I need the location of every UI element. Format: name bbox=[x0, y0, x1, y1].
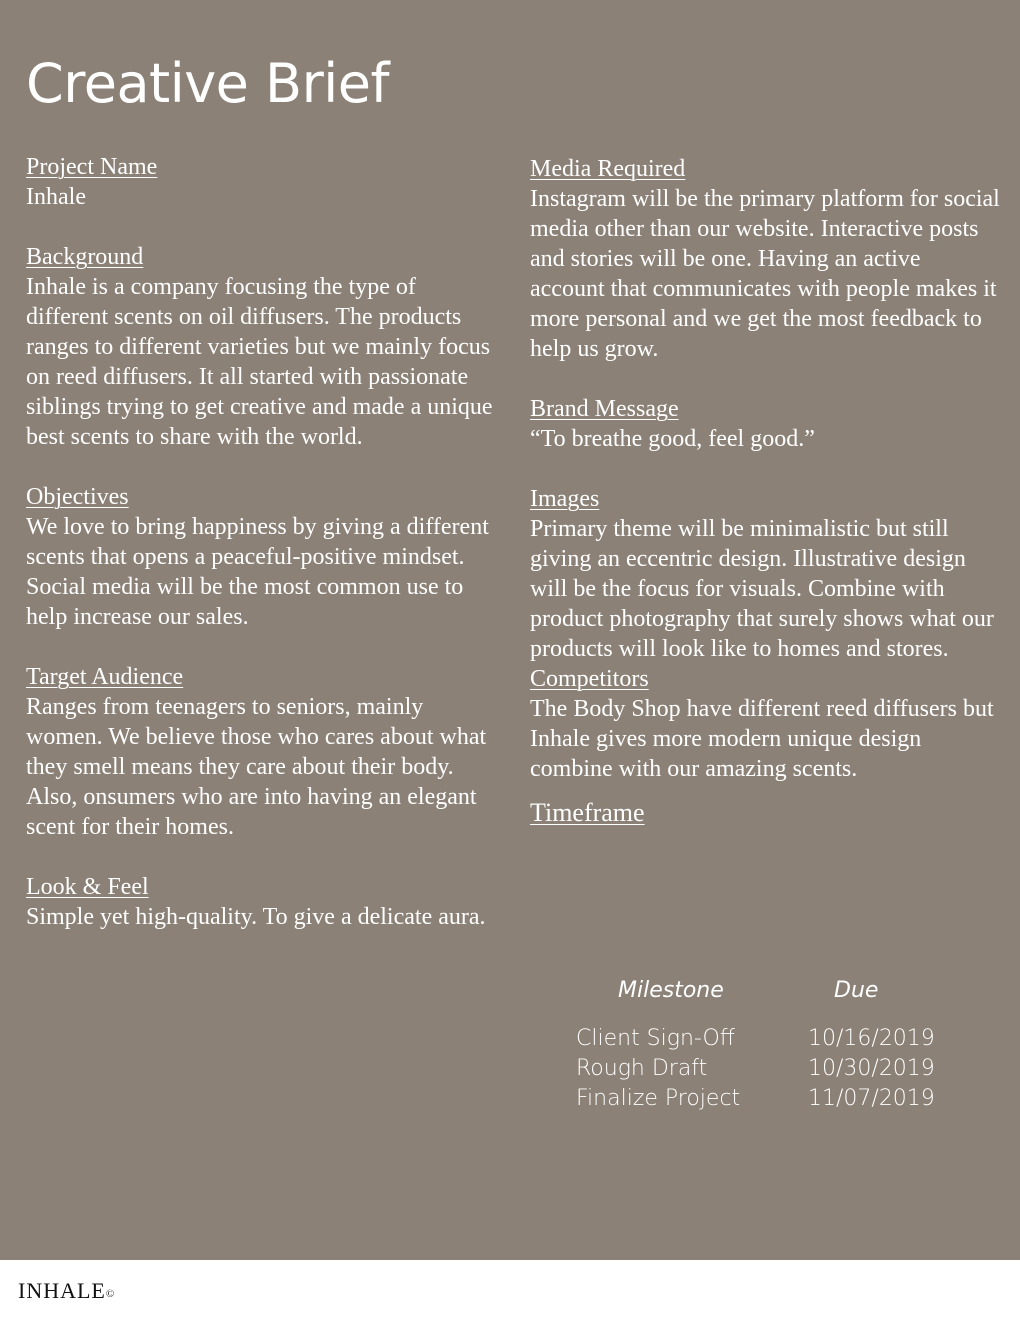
section-target-audience bbox=[26, 662, 496, 842]
section-heading: Images bbox=[530, 486, 600, 512]
milestone-cell: Client Sign-Off bbox=[576, 1026, 735, 1051]
logo-text: INHALE bbox=[18, 1278, 106, 1303]
section-media-required bbox=[530, 154, 1000, 364]
section-heading: Target Audience bbox=[26, 664, 184, 690]
right-column bbox=[530, 154, 1000, 828]
section-body: Inhale bbox=[26, 184, 86, 210]
section-heading: Timeframe bbox=[530, 798, 645, 827]
section-body: Inhale is a company focusing the type of different scents on oil diffusers. The products ranges to different varieties but we mainly focus on reed diffusers. It all started with passionate siblings trying to get creative and made a unique best scents to share with the world. bbox=[26, 274, 493, 450]
due-column-header: Due bbox=[834, 978, 879, 1003]
section-competitors bbox=[530, 664, 1000, 784]
due-date-cell: 11/07/2019 bbox=[808, 1086, 935, 1111]
table-row bbox=[576, 1086, 996, 1116]
section-images bbox=[530, 484, 1000, 664]
section-project-name bbox=[26, 152, 496, 212]
section-heading: Media Required bbox=[530, 156, 686, 182]
milestone-cell: Rough Draft bbox=[576, 1056, 708, 1081]
section-heading: Brand Message bbox=[530, 396, 679, 422]
section-body: We love to bring happiness by giving a different scents that opens a peaceful-positive mindset. Social media will be the most common use to help increase our sales. bbox=[26, 514, 489, 630]
due-date-cell: 10/30/2019 bbox=[808, 1056, 935, 1081]
due-date-cell: 10/16/2019 bbox=[808, 1026, 935, 1051]
timeframe-table-header bbox=[576, 976, 996, 1012]
inhale-logo bbox=[18, 1278, 114, 1304]
section-body: Instagram will be the primary platform for social media other than our website. Interactive posts and stories will be one. Having an active account that communicates with people makes it more personal and we get the most feedback to help us grow. bbox=[530, 186, 1000, 362]
section-objectives bbox=[26, 482, 496, 632]
section-body: Simple yet high-quality. To give a delicate aura. bbox=[26, 904, 486, 930]
timeframe-rows bbox=[576, 1026, 996, 1116]
page-title: Creative Brief bbox=[26, 52, 390, 115]
section-timeframe bbox=[530, 798, 1000, 828]
left-column bbox=[26, 152, 496, 962]
section-body: “To breathe good, feel good.” bbox=[530, 426, 815, 452]
table-row bbox=[576, 1026, 996, 1056]
section-body: Ranges from teenagers to seniors, mainly women. We believe those who cares about what they smell means they care about their body. Also, onsumers who are into having an elegant scent for their homes. bbox=[26, 694, 487, 840]
section-heading: Background bbox=[26, 244, 144, 270]
section-body: The Body Shop have different reed diffusers but Inhale gives more modern unique design combine with our amazing scents. bbox=[530, 696, 994, 782]
section-background bbox=[26, 242, 496, 452]
section-heading: Project Name bbox=[26, 154, 158, 180]
milestone-cell: Finalize Project bbox=[576, 1086, 741, 1111]
copyright-icon: © bbox=[105, 1288, 115, 1300]
timeframe-table bbox=[576, 976, 996, 1111]
section-look-and-feel bbox=[26, 872, 496, 932]
section-heading: Objectives bbox=[26, 484, 129, 510]
section-heading: Competitors bbox=[530, 666, 649, 692]
section-brand-message bbox=[530, 394, 1000, 454]
milestone-column-header: Milestone bbox=[618, 978, 724, 1003]
section-heading: Look & Feel bbox=[26, 874, 149, 900]
table-row bbox=[576, 1056, 996, 1086]
section-body: Primary theme will be minimalistic but still giving an eccentric design. Illustrative design will be the focus for visuals. Combine with product photography that surely shows what our products will look like to homes and stores. bbox=[530, 516, 994, 662]
